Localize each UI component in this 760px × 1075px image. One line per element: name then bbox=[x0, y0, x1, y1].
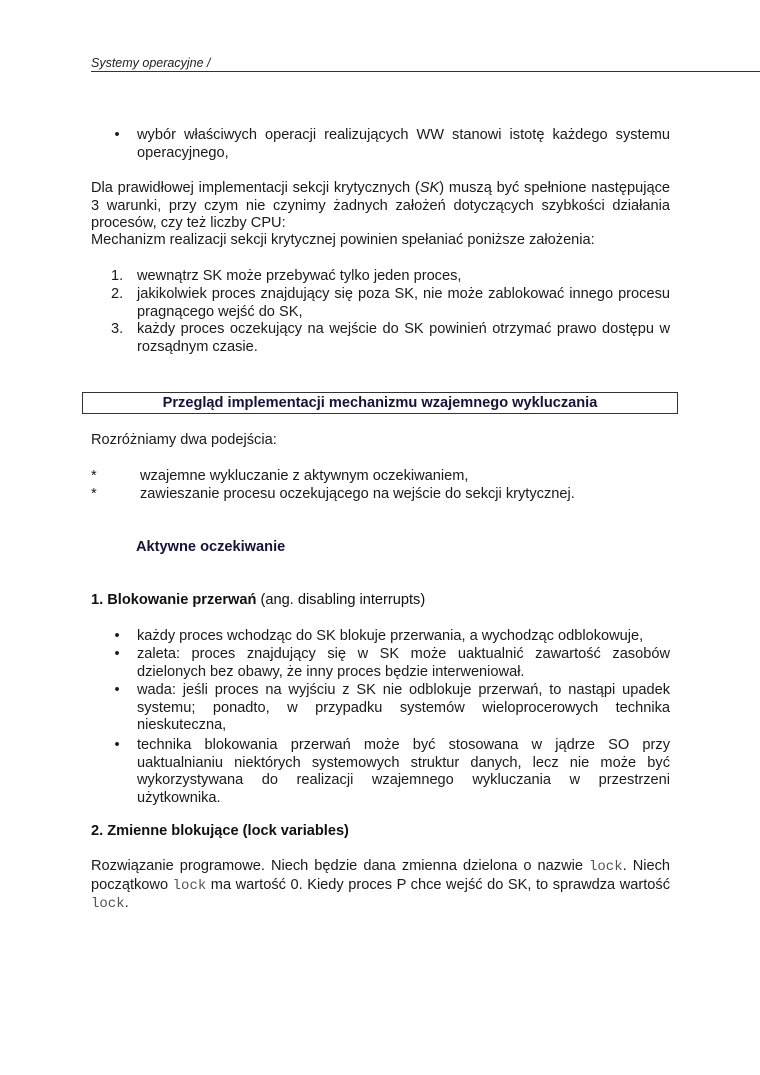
conditions-text-b: ) muszą być spełnione następujące 3 warunki, przy czym nie czynimy żadnych założeń dotyczących szybkości działania procesów, czy też liczby CPU: bbox=[91, 180, 670, 231]
method2-paragraph bbox=[91, 858, 670, 914]
requirement-text: wewnątrz SK może przebywać tylko jeden proces, bbox=[137, 268, 462, 284]
method1-subtitle: (ang. disabling interrupts) bbox=[256, 592, 426, 608]
requirement-number: 1. bbox=[111, 268, 124, 284]
approaches-intro: Rozróżniamy dwa podejścia: bbox=[91, 432, 277, 448]
requirement-item bbox=[91, 286, 670, 321]
method1-bullet-text: zaleta: proces znajdujący się w SK może uaktualnić zawartość zasobów dzielonych bez obawy, że inny proces będzie interweniował. bbox=[137, 646, 670, 680]
code-lock: lock bbox=[91, 896, 125, 912]
bullet-dot-icon: • bbox=[114, 628, 120, 644]
method2-text: Rozwiązanie programowe. Niech będzie dana zmienna dzielona o nazwie bbox=[91, 858, 589, 874]
approach-text: wzajemne wykluczanie z aktywnym oczekiwaniem, bbox=[140, 468, 469, 484]
code-lock: lock bbox=[589, 859, 623, 875]
method1-bullet bbox=[91, 737, 670, 807]
method1-bullet-text: każdy proces wchodząc do SK blokuje przerwania, a wychodząc odblokowuje, bbox=[137, 628, 644, 644]
bullet-dot-icon: • bbox=[114, 127, 120, 143]
subsection-title: Aktywne oczekiwanie bbox=[136, 539, 286, 555]
approach-item bbox=[91, 486, 670, 504]
method2-text: . Niech początkowo bbox=[91, 858, 671, 893]
intro-bullet-text: wybór właściwych operacji realizujących WW stanowi istotę każdego systemu operacyjnego, bbox=[137, 127, 670, 161]
conditions-text-a: Dla prawidłowej implementacji sekcji krytycznych ( bbox=[91, 180, 420, 196]
conditions-paragraph bbox=[91, 180, 670, 233]
mechanism-intro: Mechanizm realizacji sekcji krytycznej powinien spełaniać poniższe założenia: bbox=[91, 232, 595, 248]
requirement-item bbox=[91, 268, 670, 286]
sk-abbrev: SK bbox=[419, 180, 440, 196]
asterisk-icon: * bbox=[91, 486, 97, 502]
bullet-dot-icon: • bbox=[114, 646, 120, 662]
method2-heading: 2. Zmienne blokujące (lock variables) bbox=[91, 823, 349, 839]
asterisk-icon: * bbox=[91, 468, 97, 484]
section-box-title: Przegląd implementacji mechanizmu wzajemnego wykluczania bbox=[82, 392, 678, 414]
header-title: Systemy operacyjne / bbox=[91, 56, 211, 70]
method1-bullet-text: technika blokowania przerwań może być stosowana w jądrze SO przy uaktualnianiu niektórych systemowych struktur danych, lecz nie może być wykorzystywana do realizacji wzajemnego wykluczania w przestrzeni użytkownika. bbox=[137, 737, 670, 806]
requirement-item bbox=[91, 321, 670, 356]
method1-bullet bbox=[91, 628, 670, 646]
bullet-dot-icon: • bbox=[114, 737, 120, 753]
method2-text: ma wartość 0. Kiedy proces P chce wejść do SK, to sprawdza wartość bbox=[206, 876, 671, 893]
method1-title: 1. Blokowanie przerwań bbox=[91, 592, 257, 608]
approach-text: zawieszanie procesu oczekującego na wejście do sekcji krytycznej. bbox=[140, 486, 575, 502]
method1-bullet bbox=[91, 646, 670, 681]
requirement-text: każdy proces oczekujący na wejście do SK powinień otrzymać prawo dostępu w rozsądnym czasie. bbox=[137, 321, 670, 355]
running-header bbox=[91, 56, 760, 72]
code-lock: lock bbox=[172, 877, 207, 894]
method1-heading bbox=[91, 592, 425, 608]
intro-bullet bbox=[91, 127, 670, 162]
method2-text: . bbox=[124, 895, 129, 911]
requirement-text: jakikolwiek proces znajdujący się poza SK, nie może zablokować innego procesu pragnącego wejść do SK, bbox=[137, 286, 670, 320]
method1-bullet bbox=[91, 682, 670, 735]
method1-bullet-text: wada: jeśli proces na wyjściu z SK nie odblokuje przerwań, to nastąpi upadek systemu; ponadto, w przypadku systemów wieloprocerowych technika nieskuteczna, bbox=[137, 682, 670, 733]
bullet-dot-icon: • bbox=[114, 682, 120, 698]
requirement-number: 2. bbox=[111, 286, 124, 302]
approach-item bbox=[91, 468, 670, 486]
requirement-number: 3. bbox=[111, 321, 124, 337]
